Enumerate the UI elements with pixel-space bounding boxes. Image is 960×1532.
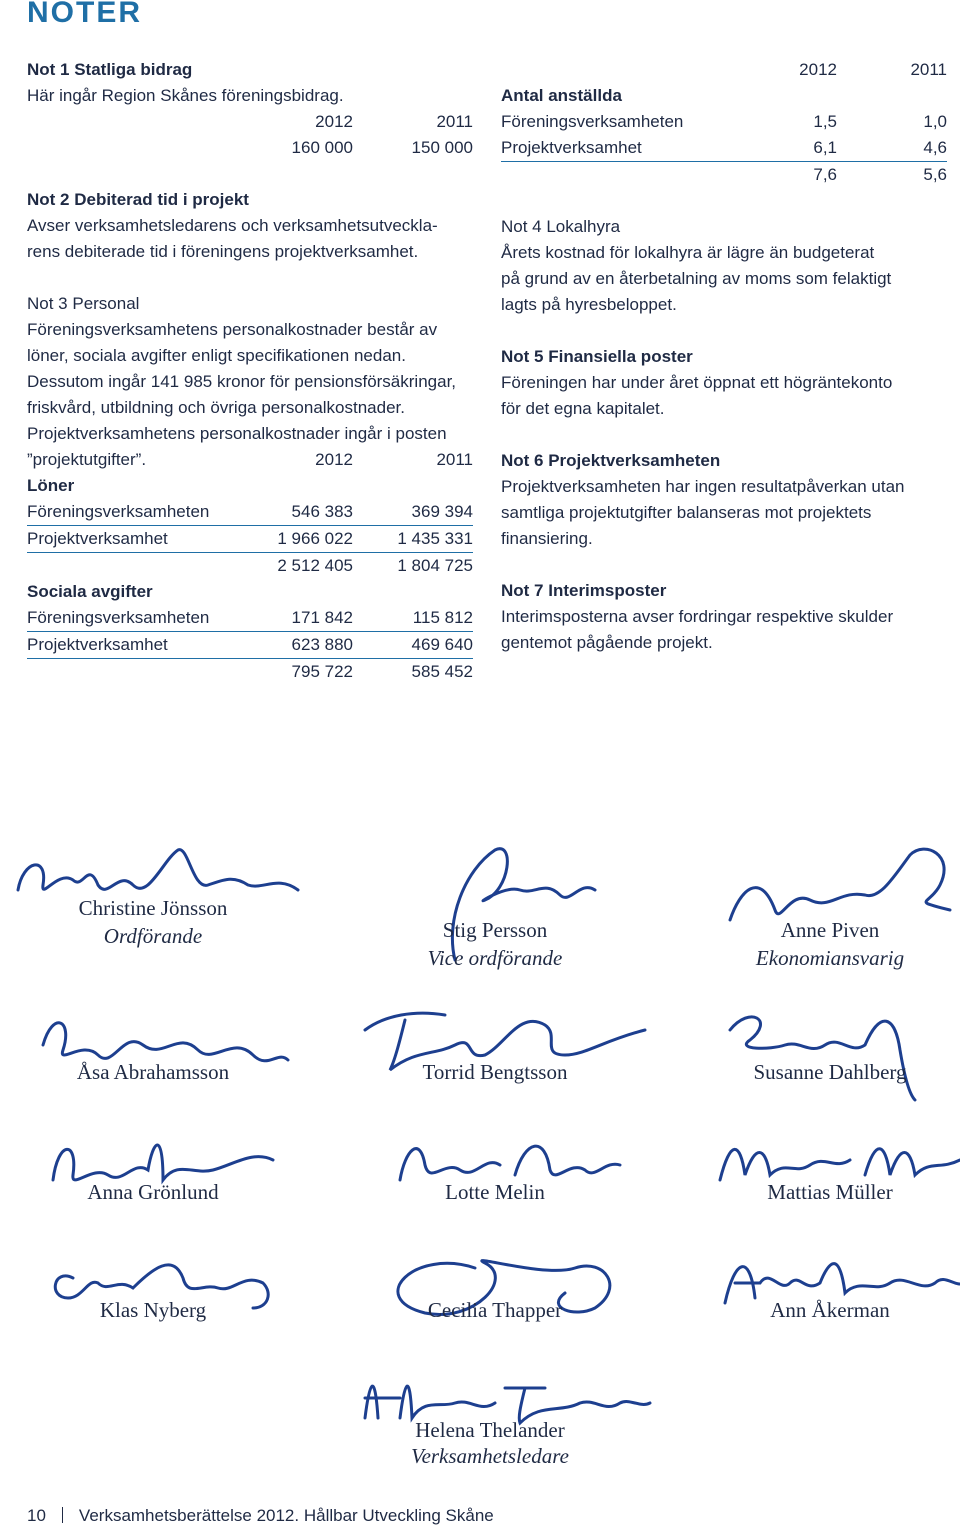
year-2012: 2012 — [799, 60, 837, 79]
signatory-name: Torrid Bengtsson — [422, 1060, 568, 1084]
table-row — [27, 526, 473, 553]
row-value-2012: 623 880 — [291, 635, 353, 654]
signatory-name: Anne Piven — [780, 918, 880, 942]
signature-block — [680, 1120, 960, 1210]
year-2011: 2011 — [436, 450, 473, 469]
total-2012: 2 512 405 — [277, 556, 353, 575]
not2-text-line1: Avser verksamhetsledarens och verksamhetsutveckla- — [27, 216, 438, 235]
signatory-name: Christine Jönsson — [78, 896, 228, 920]
table-row — [27, 499, 473, 526]
not6-line: finansiering. — [501, 529, 593, 548]
not7-line: gentemot pågående projekt. — [501, 633, 713, 652]
not3-line: friskvård, utbildning och övriga personalkostnader. — [27, 398, 405, 417]
footer-divider — [62, 1507, 63, 1523]
signature-block — [3, 1120, 303, 1210]
not5-line: Föreningen har under året öppnat ett högräntekonto — [501, 373, 893, 392]
total-2011: 585 452 — [411, 662, 473, 681]
right-column — [501, 57, 947, 656]
not5-line: för det egna kapitalet. — [501, 399, 665, 418]
not1-text: Här ingår Region Skånes föreningsbidrag. — [27, 86, 344, 105]
year-2011: 2011 — [910, 60, 947, 79]
not4-line: lagts på hyresbeloppet. — [501, 295, 677, 314]
row-label: Föreningsverksamheten — [501, 112, 684, 131]
table-row — [27, 632, 473, 659]
not3-line: Projektverksamhetens personalkostnader ingår i posten — [27, 424, 447, 443]
signatory-name: Stig Persson — [442, 918, 548, 942]
row-value-2011: 4,6 — [923, 138, 947, 157]
signature-block — [340, 1358, 640, 1468]
signature-block — [680, 1000, 960, 1090]
not2-title: Not 2 Debiterad tid i projekt — [27, 190, 249, 209]
table-row — [27, 605, 473, 632]
signatory-role: Vice ordförande — [427, 946, 563, 970]
row-value-2011: 469 640 — [411, 635, 473, 654]
page-heading: NOTER — [27, 0, 142, 29]
row-value-2011: 115 812 — [412, 608, 473, 627]
signatory-name: Mattias Müller — [767, 1180, 893, 1204]
total-2012: 7,6 — [813, 165, 837, 184]
signature-block — [3, 1000, 303, 1090]
not3-line: Föreningsverksamhetens personalkostnader består av — [27, 320, 438, 339]
not4-title: Not 4 Lokalhyra — [501, 217, 621, 236]
signatory-role: Ordförande — [103, 924, 203, 948]
loner-header — [27, 473, 473, 499]
row-value-2011: 1,0 — [923, 112, 947, 131]
not4-line: Årets kostnad för lokalhyra är lägre än budgeterat — [501, 243, 875, 262]
loner-title: Löner — [27, 476, 75, 495]
row-value-2011: 1 435 331 — [397, 529, 473, 548]
signature-block — [680, 1238, 960, 1328]
year-2011: 2011 — [436, 112, 473, 131]
signature-section — [0, 820, 960, 1470]
not7-line: Interimsposterna avser fordringar respektive skulder — [501, 607, 894, 626]
footer-title: Verksamhetsberättelse 2012. Hållbar Utveckling Skåne — [78, 1506, 494, 1525]
signatory-name: Cecilia Thapper — [427, 1298, 563, 1322]
sociala-total-row — [27, 659, 473, 685]
not6-line: Projektverksamheten har ingen resultatpåverkan utan — [501, 477, 905, 496]
signature-block — [3, 830, 303, 970]
handwritten-signature-icon — [345, 1238, 655, 1338]
total-2012: 795 722 — [291, 662, 353, 681]
signatory-role: Verksamhetsledare — [411, 1444, 569, 1468]
row-value-2012: 6,1 — [813, 138, 837, 157]
handwritten-signature-icon — [680, 1000, 960, 1110]
row-label: Projektverksamhet — [27, 529, 168, 548]
row-value-2012: 1 966 022 — [277, 529, 353, 548]
sociala-header — [27, 579, 473, 605]
total-2011: 1 804 725 — [397, 556, 473, 575]
anstallda-years-row — [501, 57, 947, 83]
not5-title: Not 5 Finansiella poster — [501, 347, 693, 366]
not6-title: Not 6 Projektverksamheten — [501, 451, 721, 470]
not2-text-line2: rens debiterade tid i föreningens projektverksamhet. — [27, 242, 419, 261]
not3-line: löner, sociala avgifter enligt specifikationen nedan. — [27, 346, 406, 365]
anstallda-header — [501, 83, 947, 109]
left-column — [27, 57, 473, 685]
page-footer — [27, 1506, 494, 1526]
signature-block — [345, 1120, 645, 1210]
signatory-name: Anna Grönlund — [87, 1180, 219, 1204]
signature-block — [345, 830, 645, 970]
signatory-name: Susanne Dahlberg — [753, 1060, 907, 1084]
loner-total-row — [27, 553, 473, 579]
not3-line: ”projektutgifter”. — [27, 450, 147, 469]
not1-values-row — [27, 135, 473, 161]
total-2011: 5,6 — [923, 165, 947, 184]
sociala-title: Sociala avgifter — [27, 582, 153, 601]
row-value-2012: 171 842 — [291, 608, 353, 627]
row-label: Föreningsverksamheten — [27, 502, 210, 521]
not3-line: Dessutom ingår 141 985 kronor för pensionsförsäkringar, — [27, 372, 457, 391]
not3-title: Not 3 Personal — [27, 294, 140, 313]
not1-title: Not 1 Statliga bidrag — [27, 60, 193, 79]
signatory-name: Ann Åkerman — [770, 1298, 890, 1322]
year-2012: 2012 — [315, 112, 353, 131]
signatory-name: Helena Thelander — [415, 1418, 565, 1442]
row-value-2011: 369 394 — [411, 502, 473, 521]
row-label: Projektverksamhet — [27, 635, 168, 654]
anstallda-title: Antal anställda — [501, 86, 622, 105]
signature-block — [345, 1000, 645, 1090]
signature-block — [345, 1238, 645, 1328]
page-number: 10 — [27, 1506, 46, 1525]
row-value-2012: 1,5 — [813, 112, 837, 131]
row-label: Projektverksamhet — [501, 138, 642, 157]
signatory-name: Klas Nyberg — [99, 1298, 207, 1322]
not1-value-2012: 160 000 — [291, 138, 353, 157]
row-label: Föreningsverksamheten — [27, 608, 210, 627]
signature-block — [3, 1238, 303, 1328]
not6-line: samtliga projektutgifter balanseras mot projektets — [501, 503, 872, 522]
not1-years-row — [27, 109, 473, 135]
year-2012: 2012 — [315, 450, 353, 469]
signatory-name: Lotte Melin — [445, 1180, 545, 1204]
table-row — [501, 135, 947, 162]
not4-line: på grund av en återbetalning av moms som felaktigt — [501, 269, 892, 288]
signatory-name: Åsa Abrahamsson — [76, 1060, 230, 1084]
not1-value-2011: 150 000 — [411, 138, 473, 157]
signature-block — [680, 830, 960, 970]
row-value-2012: 546 383 — [291, 502, 353, 521]
table-row — [501, 109, 947, 135]
not7-title: Not 7 Interimsposter — [501, 581, 667, 600]
signatory-role: Ekonomiansvarig — [755, 946, 905, 970]
anstallda-total-row — [501, 162, 947, 188]
